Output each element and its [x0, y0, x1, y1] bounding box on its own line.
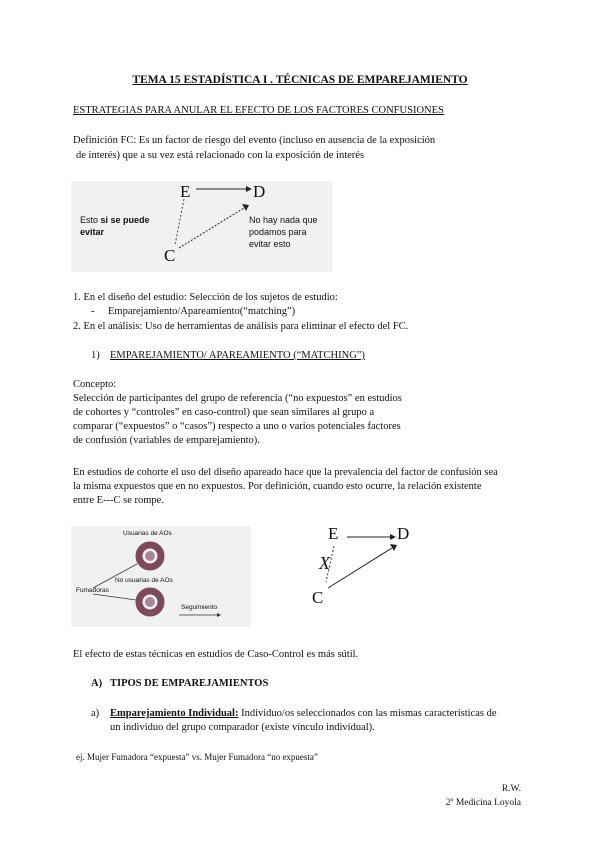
- cohort-matching-diagram: [71, 526, 251, 627]
- unavoidable-note-line-2: podamos para: [249, 227, 307, 237]
- strategy-item-2: 2. En el análisis: Uso de herramientas de análisis para eliminar el efecto del FC.: [73, 321, 409, 332]
- unavoidable-note-line-3: evitar esto: [249, 239, 291, 249]
- page-title: TEMA 15 ESTADÍSTICA I . TÉCNICAS DE EMPAREJAMIENTO: [132, 74, 468, 86]
- cohorte-line-1: En estudios de cohorte el uso del diseño apareado hace que la prevalencia del factor de confusión sea: [73, 467, 498, 478]
- example-text: ej. Mujer Fumadora “expuesta” vs. Mujer Fumadora “no expuesta”: [76, 752, 318, 762]
- avoidable-note-bold-2: evitar: [80, 227, 105, 237]
- item-a-letter: a): [91, 708, 100, 719]
- section-a-number: A): [91, 678, 103, 689]
- arrow-c-d: [179, 208, 244, 248]
- concepto-line-3: comparar (“expuestos” o “casos”) respecto a uno o varios potenciales factores: [73, 421, 401, 432]
- avoidable-note-prefix: Esto: [80, 215, 101, 225]
- smokers-pointer-2: [93, 594, 136, 600]
- section-1-number: 1): [91, 350, 100, 361]
- arrow-e-d-head: [246, 186, 252, 192]
- caso-control-text: El efecto de estas técnicas en estudios de Caso-Control es más sútil.: [73, 649, 359, 660]
- definition-line-2: de interés) que a su vez está relacionado con la exposición de interés: [76, 150, 365, 161]
- non-users-ring-center: [145, 597, 155, 607]
- item-a-bold-label: Emparejamiento Individual:: [110, 708, 239, 719]
- footer-initials: R.W.: [501, 784, 521, 794]
- strategy-sub-bullet: -: [91, 306, 95, 317]
- node-d-2: D: [397, 524, 410, 543]
- item-a-text: Individuo/os seleccionados con las mismas características de: [238, 708, 497, 719]
- strategy-sub-item: Emparejamiento/Apareamiento(“matching”): [108, 306, 296, 317]
- footer-course: 2º Medicina Loyola: [445, 798, 521, 808]
- followup-arrow-head: [217, 613, 221, 617]
- avoidable-note-bold: si se puede: [100, 215, 150, 225]
- users-ring-center: [145, 551, 155, 561]
- users-label: Usuarias de AOs: [123, 530, 172, 537]
- section-heading: ESTRATEGIAS PARA ANULAR EL EFECTO DE LOS FACTORES CONFUSIONES: [73, 105, 444, 116]
- node-c-2: C: [312, 588, 324, 607]
- section-a-heading: TIPOS DE EMPAREJAMIENTOS: [110, 678, 269, 689]
- definition-line-1: Definición FC: Es un factor de riesgo del evento (incluso en ausencia de la exposición: [73, 135, 436, 146]
- cohorte-line-2: la misma expuestos que en no expuestos. Por definición, cuando esto ocurre, la relación existente: [73, 481, 482, 492]
- confounder-diagram: [71, 181, 332, 272]
- node-e-2: E: [328, 524, 339, 543]
- section-1-heading: EMPAREJAMIENTO/ APAREAMIENTO (“MATCHING”): [110, 350, 365, 361]
- item-a-line-1: [110, 707, 497, 721]
- arrow-c-d-head: [242, 204, 249, 211]
- arrow-c-d-2-head: [390, 544, 397, 551]
- concepto-label: Concepto:: [73, 379, 117, 390]
- strategy-item-1: 1. En el diseño del estudio: Selección de los sujetos de estudio:: [73, 292, 338, 303]
- node-e: E: [180, 182, 191, 201]
- arrow-c-d-2: [328, 548, 392, 588]
- node-c: C: [164, 246, 176, 265]
- cohorte-line-3: entre E---C se rompe.: [73, 495, 164, 506]
- arrow-e-d-2-head: [390, 534, 396, 540]
- concepto-line-1: Selección de participantes del grupo de referencia (“no expuestos” en estudios: [73, 393, 402, 404]
- broken-link-cross: X: [319, 553, 330, 573]
- broken-confounder-diagram: [300, 522, 420, 612]
- unavoidable-note-line-1: No hay nada que: [249, 215, 318, 225]
- followup-label: Seguimiento: [181, 604, 218, 611]
- avoidable-note: [80, 214, 150, 238]
- smokers-pointer-1: [93, 564, 137, 588]
- smokers-label: Fumadoras: [76, 587, 109, 594]
- node-d: D: [253, 182, 266, 201]
- concepto-line-4: de confusión (variables de emparejamiento).: [73, 435, 260, 446]
- non-users-label: No usuarias de AOs: [115, 577, 173, 584]
- concepto-line-2: de cohortes y “controles” en caso-control) que sean similares al grupo a: [73, 407, 375, 418]
- unavoidable-note: [249, 214, 318, 250]
- item-a-line-2: un individuo del grupo comparador (existe vínculo individual).: [110, 722, 375, 733]
- line-e-c: [175, 199, 184, 245]
